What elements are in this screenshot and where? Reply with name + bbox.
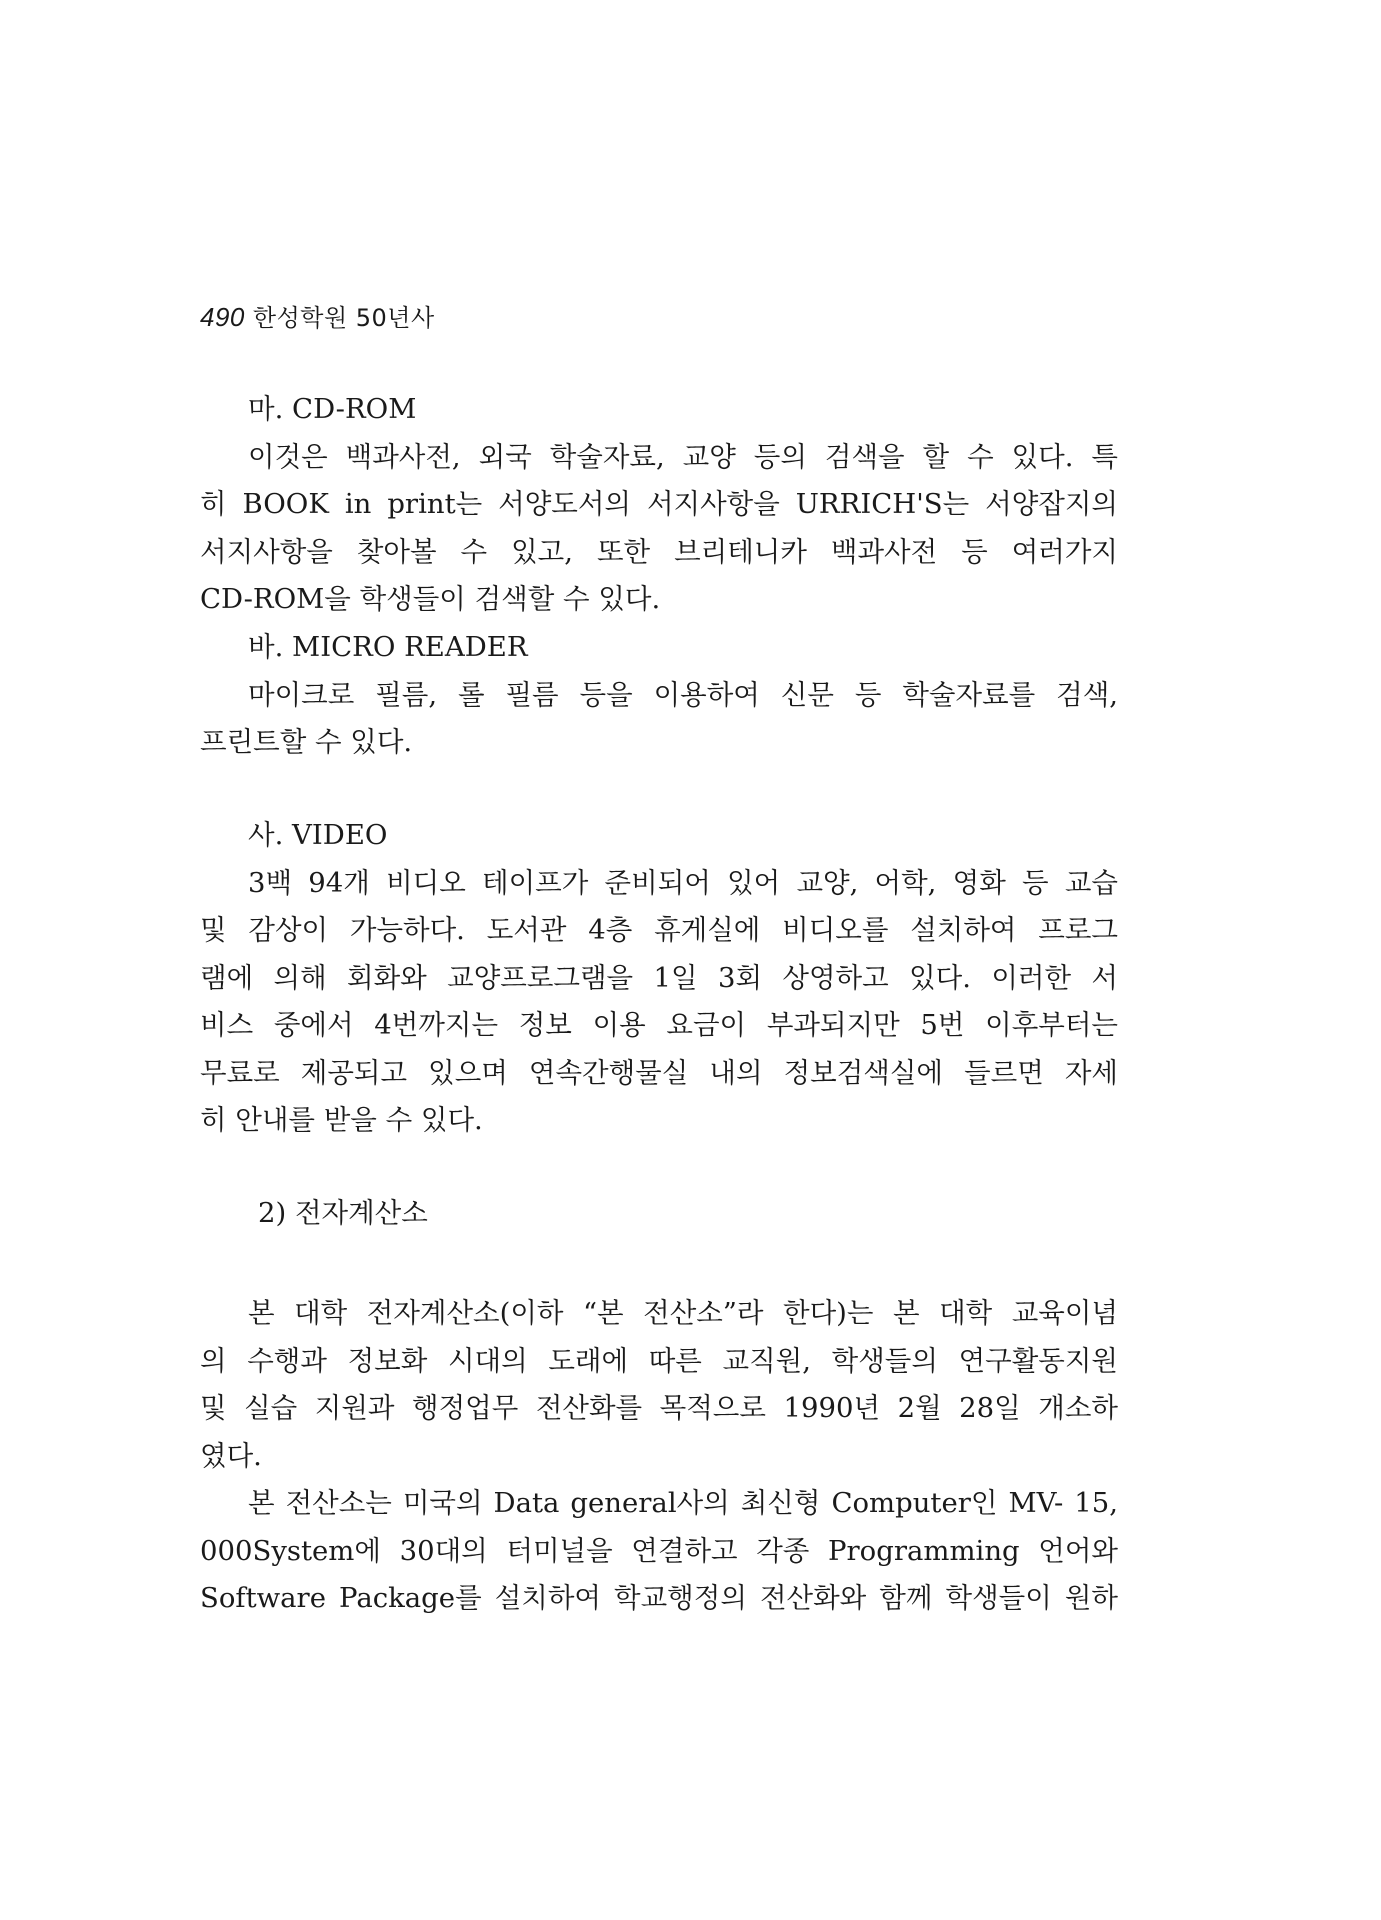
paragraph-line: 히 안내를 받을 수 있다. [200, 1104, 483, 1136]
paragraph-line: 램에 의해 회화와 교양프로그램을 1일 3회 상영하고 있다. 이러한 서 [200, 961, 1118, 994]
paragraph-line: 3백 94개 비디오 테이프가 준비되어 있어 교양, 어학, 영화 등 교습 [248, 866, 1118, 899]
paragraph-line: 비스 중에서 4번까지는 정보 이용 요금이 부과되지만 5번 이후부터는 [200, 1009, 1118, 1041]
section-video [200, 812, 1118, 1145]
heading-computer-center: 2) 전자계산소 [258, 1197, 428, 1229]
running-header [200, 298, 435, 333]
paragraph-line: Software Package를 설치하여 학교행정의 전산화와 함께 학생들이 원하 [200, 1582, 1118, 1614]
paragraph-line: 히 BOOK in print는 서양도서의 서지사항을 URRICH'S는 서양잡지의 [200, 488, 1118, 520]
paragraph-line: 서지사항을 찾아볼 수 있고, 또한 브리테니카 백과사전 등 여러가지 [200, 535, 1118, 568]
heading-micro-reader: 바. MICRO READER [248, 631, 528, 663]
paragraph-line: 프린트할 수 있다. [200, 726, 413, 758]
section-cdrom [200, 386, 1118, 624]
paragraph-line: 마이크로 필름, 롤 필름 등을 이용하여 신문 등 학술자료를 검색, [248, 678, 1118, 711]
paragraph-line: 이것은 백과사전, 외국 학술자료, 교양 등의 검색을 할 수 있다. 특 [248, 440, 1118, 473]
book-title: 한성학원 50년사 [252, 304, 435, 332]
paragraph-line: 였다. [200, 1439, 262, 1472]
paragraph-line: 본 대학 전자계산소(이하 “본 전산소”라 한다)는 본 대학 교육이념 [248, 1297, 1118, 1329]
paragraph-line: 및 감상이 가능하다. 도서관 4층 휴게실에 비디오를 설치하여 프로그 [200, 914, 1118, 946]
paragraph-line: 무료로 제공되고 있으며 연속간행물실 내의 정보검색실에 들르면 자세 [200, 1056, 1118, 1089]
paragraph-line: 000System에 30대의 터미널을 연결하고 각종 Programming 언어와 [200, 1534, 1118, 1567]
computer-center-paragraph-1 [200, 1290, 1118, 1480]
heading-cdrom: 마. CD-ROM [248, 393, 417, 425]
paragraph-line: 및 실습 지원과 행정업무 전산화를 목적으로 1990년 2월 28일 개소하 [200, 1392, 1118, 1424]
page-number: 490 [200, 302, 245, 332]
section-micro-reader [200, 624, 1118, 767]
paragraph-line: 본 전산소는 미국의 Data general사의 최신형 Computer인 MV- 15, [248, 1487, 1118, 1519]
paragraph-line: CD-ROM을 학생들이 검색할 수 있다. [200, 583, 661, 615]
paragraph-line: 의 수행과 정보화 시대의 도래에 따른 교직원, 학생들의 연구활동지원 [200, 1344, 1118, 1377]
heading-video: 사. VIDEO [248, 819, 388, 851]
computer-center-paragraph-2 [200, 1480, 1118, 1623]
